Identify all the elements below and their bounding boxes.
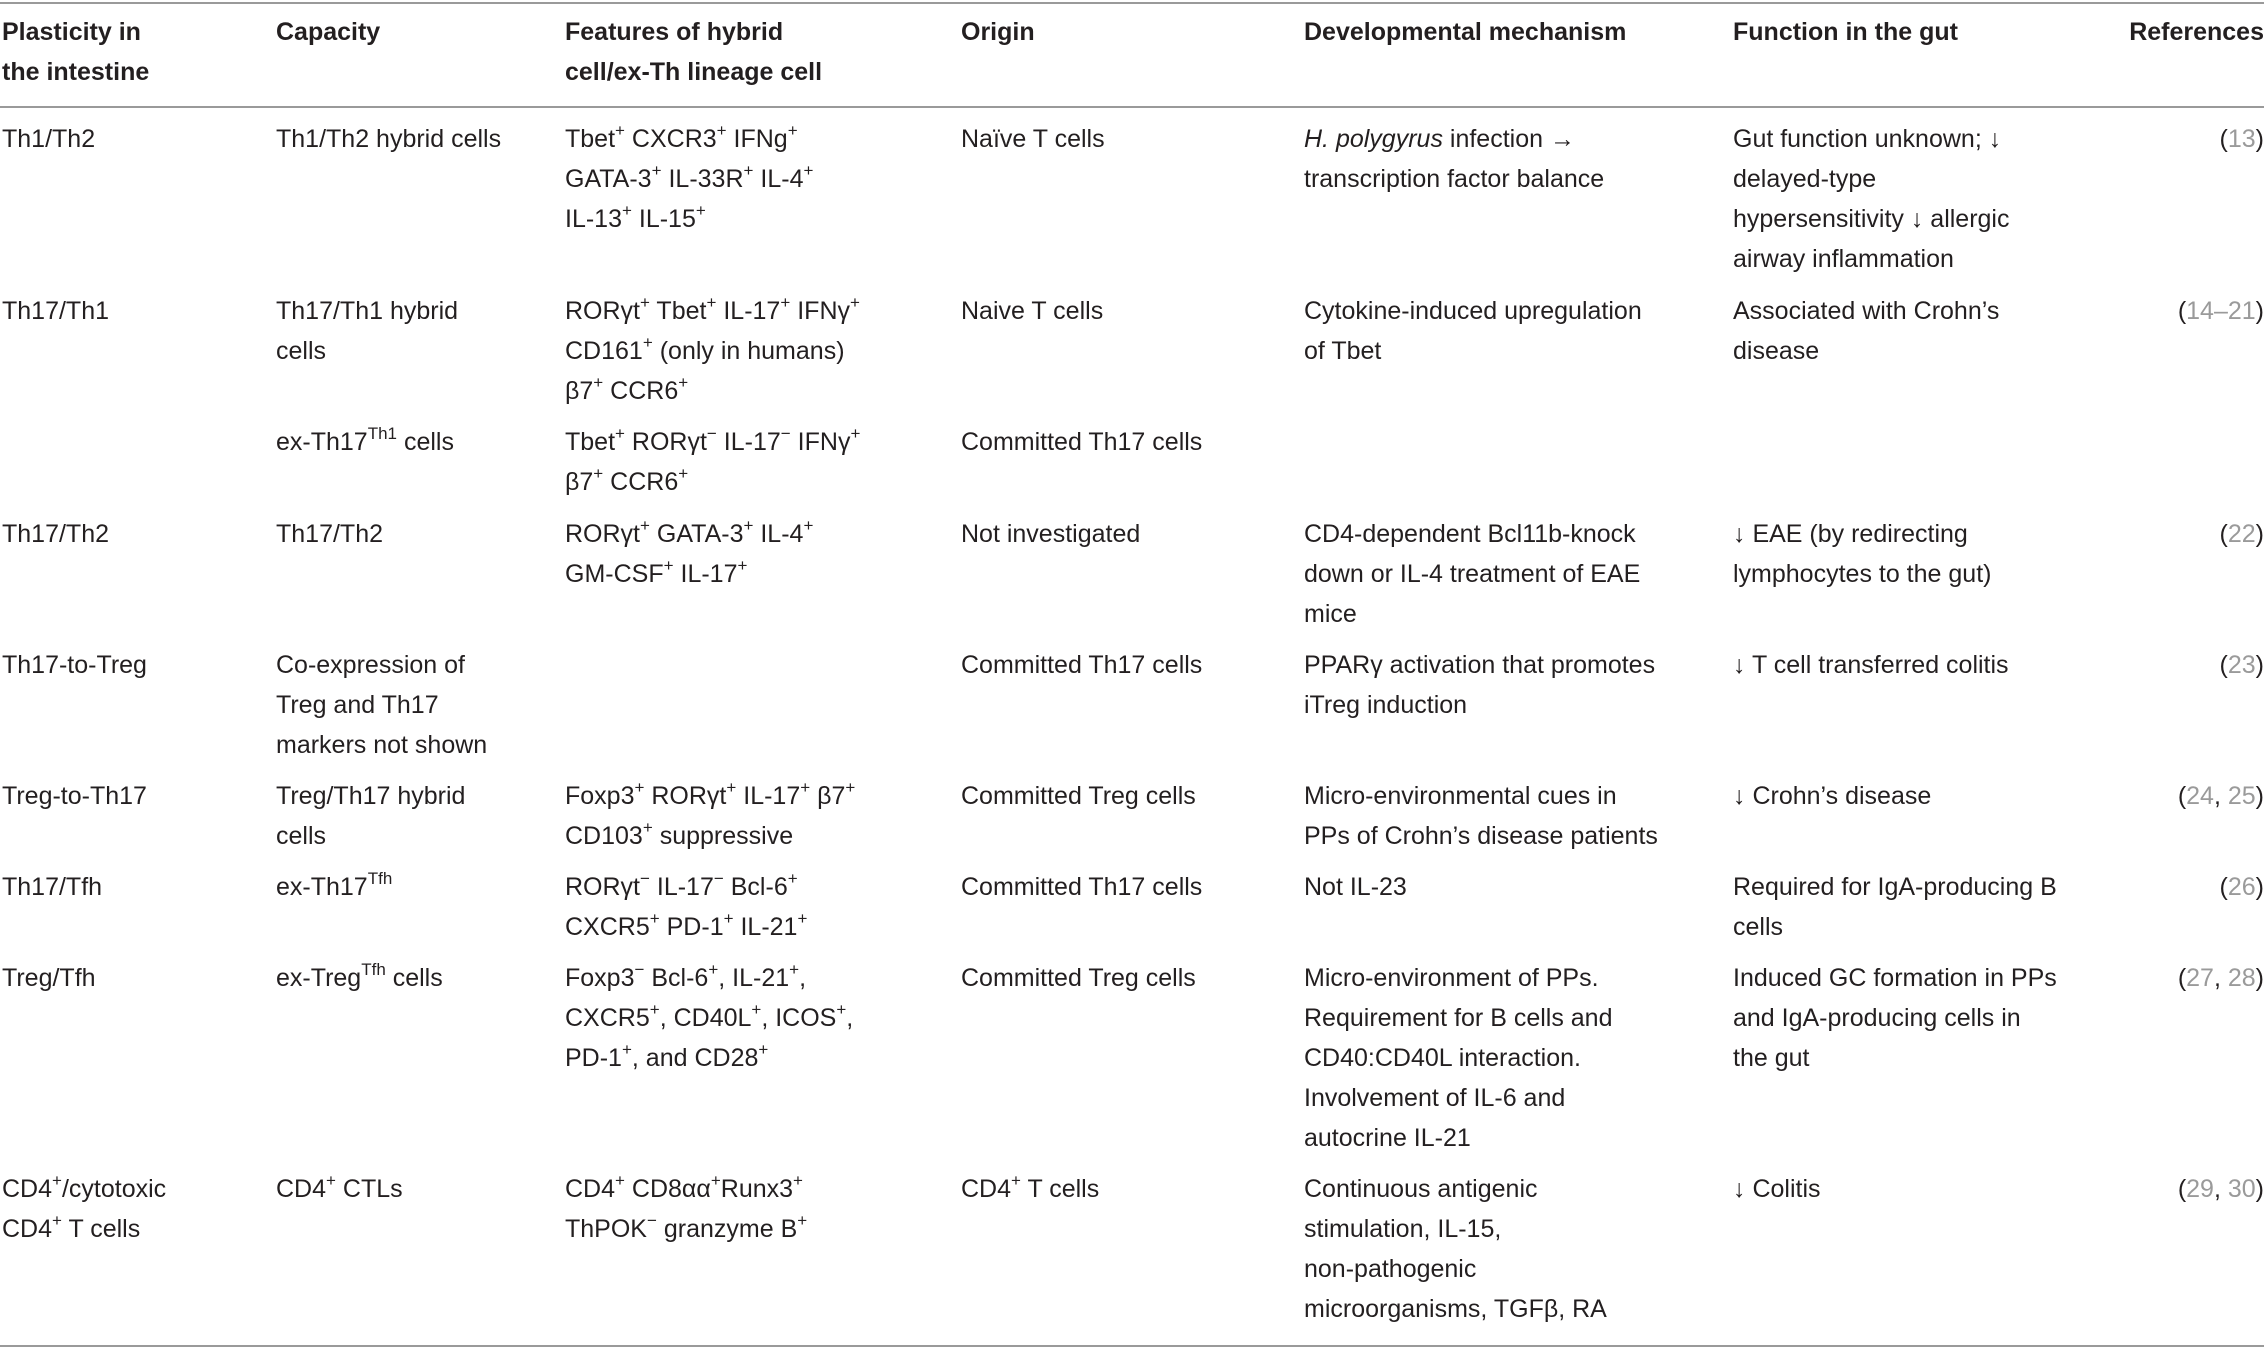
cell-plasticity: Th17/Tfh xyxy=(2,873,103,901)
cell-capacity: Th1/Th2 hybrid cells xyxy=(276,125,502,153)
cell-function: ↓ Crohn’s disease xyxy=(1733,782,1932,810)
cell-references: (24, 25) xyxy=(2177,782,2264,810)
header-capacity: Capacity xyxy=(276,18,381,46)
cell-origin: Not investigated xyxy=(961,520,1141,548)
cell-capacity: $ex-Th17^{Th1}$ cells xyxy=(276,423,454,456)
cell-features: Foxp3+ RORγt+ IL-17+ β7+ CD103+ suppressive xyxy=(565,777,856,850)
cell-features: Tbet+ RORγt− IL-17− IFNγ+ β7+ CCR6+ xyxy=(565,423,861,496)
cell-function: ↓ EAE (by redirecting lymphocytes to the gut) xyxy=(1733,520,1992,588)
cell-references: (22) xyxy=(2219,520,2264,548)
cell-mechanism: Cytokine-induced upregulation of Tbet xyxy=(1304,297,1642,365)
cell-plasticity: Th17/Th1 xyxy=(2,297,110,325)
cell-origin: Naive T cells xyxy=(961,297,1104,325)
cell-references: (13) xyxy=(2219,125,2264,153)
header-rule xyxy=(0,106,2264,108)
cell-plasticity: Treg-to-Th17 xyxy=(2,782,147,810)
cell-features: Foxp3− Bcl-6+, IL-21+, CXCR5+, CD40L+, ICOS+, PD-1+, and CD28+ xyxy=(565,959,854,1072)
cell-references: (26) xyxy=(2219,873,2264,901)
cell-features: CD4+ CD8αα+Runx3+ ThPOK− granzyme B+ xyxy=(565,1170,808,1243)
cell-capacity: $ex-Th17^{Tfh}$ xyxy=(276,868,393,901)
header-plasticity: Plasticity in the intestine xyxy=(2,18,150,86)
cell-mechanism: CD4-dependent Bcl11b-knock down or IL-4 treatment of EAE mice xyxy=(1304,520,1641,628)
header-origin: Origin xyxy=(961,18,1035,46)
cell-mechanism: Not IL-23 xyxy=(1304,873,1407,901)
cell-features: Tbet+ CXCR3+ IFNg+ GATA-3+ IL-33R+ IL-4+ IL-13+ IL-15+ xyxy=(565,120,814,233)
cell-references: (27, 28) xyxy=(2177,964,2264,992)
cell-function: Required for IgA-producing B cells xyxy=(1733,873,2057,941)
cell-capacity: Th17/Th1 hybrid cells xyxy=(276,297,459,365)
cell-mechanism: H. polygyrus infection → transcription factor balance xyxy=(1304,125,1605,193)
cell-capacity: ex-Treg$^{Tfh}$ cells xyxy=(276,959,443,992)
cell-origin: Committed Treg cells xyxy=(961,964,1196,992)
cell-mechanism: Continuous antigenic stimulation, IL-15, non-pathogenic microorganisms, TGFβ, RA xyxy=(1304,1175,1607,1323)
cell-capacity: CD4+ CTLs xyxy=(276,1170,403,1203)
cell-capacity: Th17/Th2 xyxy=(276,520,384,548)
cell-references: (29, 30) xyxy=(2177,1175,2264,1203)
top-rule xyxy=(0,2,2264,4)
cell-references: (23) xyxy=(2219,651,2264,679)
cell-features: RORγt− IL-17− Bcl-6+ CXCR5+ PD-1+ IL-21+ xyxy=(565,868,808,941)
cell-mechanism: PPARγ activation that promotes iTreg induction xyxy=(1304,651,1656,719)
bottom-rule xyxy=(0,1345,2264,1347)
cell-origin: Committed Th17 cells xyxy=(961,651,1203,679)
cell-mechanism: Micro-environment of PPs. Requirement for B cells and CD40:CD40L interaction. Involvement of IL-6 and autocrine IL-21 xyxy=(1304,964,1613,1152)
cell-function: ↓ T cell transferred colitis xyxy=(1733,651,2009,679)
cell-function: ↓ Colitis xyxy=(1733,1175,1821,1203)
cell-origin: Committed Th17 cells xyxy=(961,428,1203,456)
cell-features: RORγt+ GATA-3+ IL-4+ GM-CSF+ IL-17+ xyxy=(565,515,814,588)
header-function: Function in the gut xyxy=(1733,18,1958,46)
cell-origin: CD4+ T cells xyxy=(961,1170,1100,1203)
cell-origin: Naïve T cells xyxy=(961,125,1105,153)
header-features: Features of hybrid cell/ex-Th lineage cell xyxy=(565,18,823,86)
cell-plasticity: Treg/Tfh xyxy=(2,964,96,992)
cell-function: Gut function unknown; ↓ delayed-type hypersensitivity ↓ allergic airway inflammation xyxy=(1733,125,2010,273)
cell-plasticity: Th17-to-Treg xyxy=(2,651,147,679)
cell-plasticity: Th17/Th2 xyxy=(2,520,110,548)
header-references: References xyxy=(2129,18,2264,46)
cell-function: Induced GC formation in PPs and IgA-producing cells in the gut xyxy=(1733,964,2057,1072)
cell-plasticity: CD4+/cytotoxic CD4+ T cells xyxy=(2,1170,167,1243)
cell-mechanism: Micro-environmental cues in PPs of Crohn’s disease patients xyxy=(1304,782,1658,850)
header-mechanism: Developmental mechanism xyxy=(1304,18,1627,46)
cell-function: Associated with Crohn’s disease xyxy=(1733,297,2000,365)
cell-plasticity: Th1/Th2 xyxy=(2,125,96,153)
cell-origin: Committed Th17 cells xyxy=(961,873,1203,901)
cell-origin: Committed Treg cells xyxy=(961,782,1196,810)
cell-capacity: Co-expression of Treg and Th17 markers not shown xyxy=(276,651,488,759)
cell-features: RORγt+ Tbet+ IL-17+ IFNγ+ CD161+ (only in humans) β7+ CCR6+ xyxy=(565,292,860,405)
cell-references: (14–21) xyxy=(2177,297,2264,325)
cell-capacity: Treg/Th17 hybrid cells xyxy=(276,782,466,850)
